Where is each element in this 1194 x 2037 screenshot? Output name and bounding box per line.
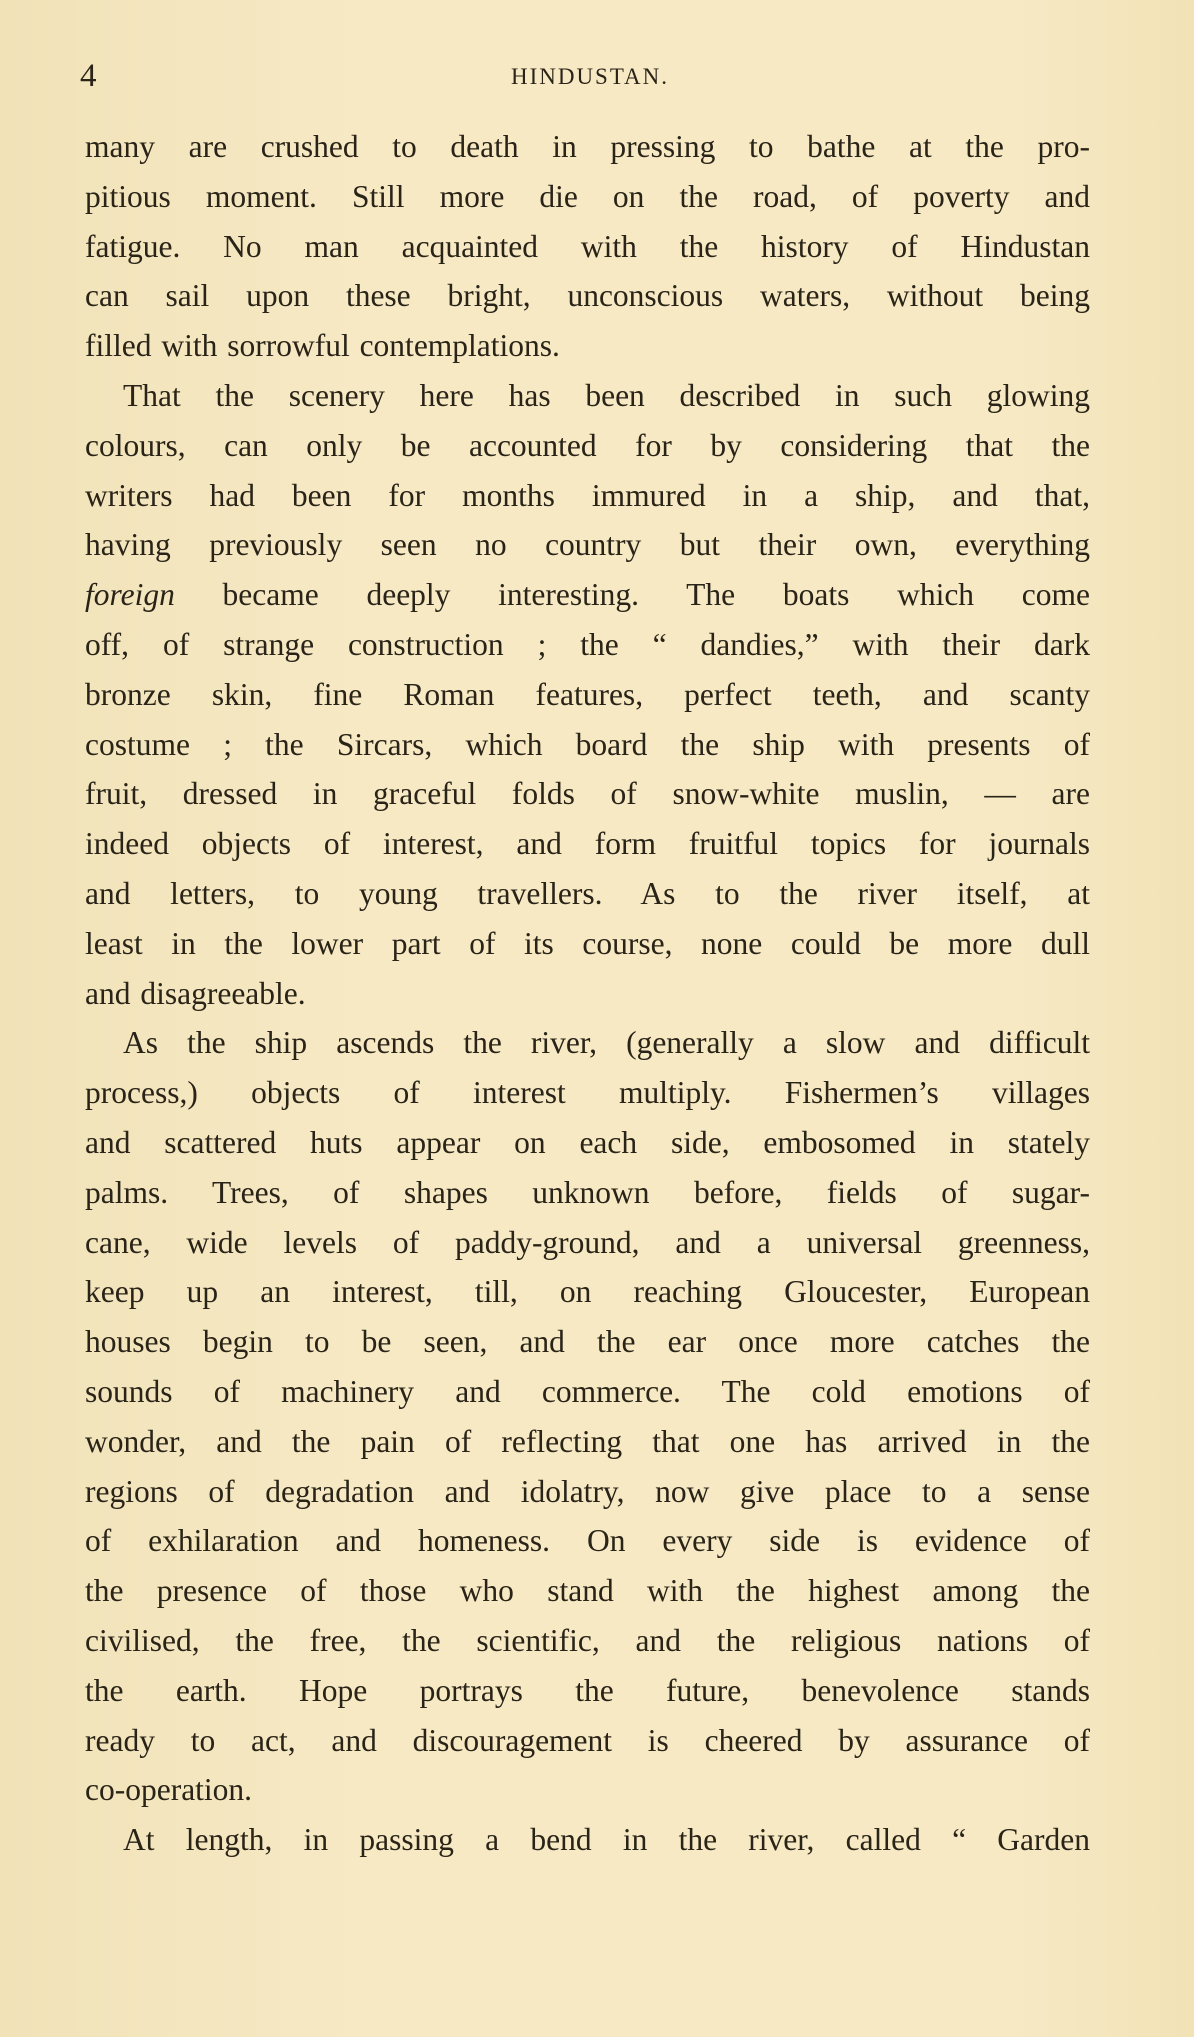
text-line: off, of strange construction ; the “ dandies,” with their dark xyxy=(85,626,1090,662)
text-line: civilised, the free, the scientific, and the religious nations of xyxy=(85,1622,1090,1658)
text-line: keep up an interest, till, on reaching Gloucester, European xyxy=(85,1274,1090,1310)
text-line: At length, in passing a bend in the river, called “ Garden xyxy=(123,1822,1090,1858)
line-remainder: became deeply interesting. The boats which come xyxy=(174,577,1090,613)
text-line: That the scenery here has been described in such glowing xyxy=(123,377,1090,413)
text-line: can sail upon these bright, unconscious waters, without being xyxy=(85,278,1090,314)
text-line: fruit, dressed in graceful folds of snow-white muslin, — are xyxy=(85,776,1090,812)
text-line: pitious moment. Still more die on the road, of poverty and xyxy=(85,178,1090,214)
text-line: and letters, to young travellers. As to the river itself, at xyxy=(85,875,1090,911)
text-line: costume ; the Sircars, which board the ship with presents of xyxy=(85,726,1090,762)
italic-word: foreign xyxy=(85,577,175,613)
text-line: regions of degradation and idolatry, now give place to a sense xyxy=(85,1473,1090,1509)
text-line: sounds of machinery and commerce. The cold emotions of xyxy=(85,1373,1090,1409)
text-line: process,) objects of interest multiply. Fishermen’s villages xyxy=(85,1075,1090,1111)
text-line: co-operation. xyxy=(85,1772,253,1808)
text-line: indeed objects of interest, and form fruitful topics for journals xyxy=(85,826,1090,862)
text-line: cane, wide levels of paddy-ground, and a universal greenness, xyxy=(85,1224,1090,1260)
text-line: the presence of those who stand with the highest among the xyxy=(85,1573,1090,1609)
text-line: colours, can only be accounted for by considering that the xyxy=(85,427,1090,463)
text-line: many are crushed to death in pressing to bathe at the pro- xyxy=(85,129,1090,164)
text-line: the earth. Hope portrays the future, benevolence stands xyxy=(85,1672,1090,1708)
page-number: 4 xyxy=(80,58,97,94)
text-line: least in the lower part of its course, none could be more dull xyxy=(85,925,1090,961)
running-title: HINDUSTAN. xyxy=(510,64,670,89)
text-line: of exhilaration and homeness. On every side is evidence of xyxy=(85,1523,1090,1559)
text-line: As the ship ascends the river, (generally a slow and difficult xyxy=(123,1025,1090,1061)
text-line: having previously seen no country but their own, everything xyxy=(85,527,1090,563)
text-line: and disagreeable. xyxy=(85,975,306,1011)
text-line: bronze skin, fine Roman features, perfect teeth, and scanty xyxy=(85,676,1090,712)
text-line: filled with sorrowful contemplations. xyxy=(85,328,560,364)
text-line: wonder, and the pain of reflecting that one has arrived in the xyxy=(85,1423,1090,1459)
text-line: fatigue. No man acquainted with the history of Hindustan xyxy=(85,228,1090,264)
running-head xyxy=(80,58,1100,98)
text-line: houses begin to be seen, and the ear once more catches the xyxy=(85,1324,1090,1360)
text-line: ready to act, and discouragement is cheered by assurance of xyxy=(85,1722,1090,1758)
body-text xyxy=(85,122,1090,1865)
text-line: palms. Trees, of shapes unknown before, fields of sugar- xyxy=(85,1174,1090,1210)
text-line: and scattered huts appear on each side, embosomed in stately xyxy=(85,1124,1090,1160)
text-line: writers had been for months immured in a ship, and that, xyxy=(85,477,1090,513)
text-line xyxy=(85,570,1090,620)
